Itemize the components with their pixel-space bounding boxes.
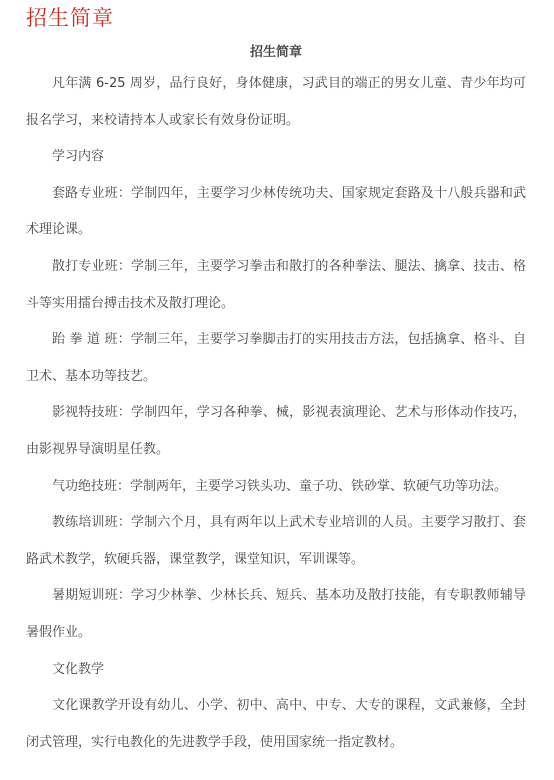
paragraph-coach-training-class: 教练培训班：学制六个月，具有两年以上武术专业培训的人员。主要学习散打、套路武术教学，软硬兵器，课堂教学，课堂知识，军训课等。 (26, 515, 526, 567)
paragraph-eligibility: 凡年满 6-25 周岁，品行良好，身体健康，习武目的端正的男女儿童、青少年均可报名学习，来校请持本人或家长有效身份证明。 (26, 76, 526, 128)
paragraph-taolu-class: 套路专业班：学制四年，主要学习少林传统功夫、国家规定套路及十八般兵器和武术理论课。 (26, 185, 526, 238)
article-body (26, 40, 526, 761)
page-title: 招生简章 (26, 6, 114, 30)
paragraph-taekwondo-class: 跆 拳 道 班：学制三年，主要学习拳脚击打的实用技击方法，包括擒拿、格斗、自卫术、基本功等技艺。 (26, 332, 526, 384)
section-heading-culture-teaching: 文化教学 (52, 661, 105, 677)
paragraph-film-stunt-class: 影视特技班：学制四年，学习各种拳、械，影视表演理论、艺术与形体动作技巧，由影视界导演明星任教。 (26, 405, 526, 457)
paragraph-culture-teaching: 文化课教学开设有幼儿、小学、初中、高中、中专、大专的课程，文武兼修，全封闭式管理，实行电教化的先进教学手段，使用国家统一指定教材。 (26, 698, 526, 750)
article-heading: 招生简章 (249, 45, 302, 60)
paragraph-summer-class: 暑期短训班：学习少林拳、少林长兵、短兵、基本功及散打技能，有专职教师辅导暑假作业。 (26, 588, 526, 640)
paragraph-sanda-class: 散打专业班：学制三年，主要学习拳击和散打的各种拳法、腿法、擒拿、技击、格斗等实用擂台搏击技术及散打理论。 (26, 258, 526, 311)
paragraph-qigong-class: 气功绝技班：学制两年，主要学习铁头功、童子功、铁砂掌、软硬气功等功法。 (52, 478, 508, 494)
section-heading-study-content: 学习内容 (52, 149, 105, 165)
